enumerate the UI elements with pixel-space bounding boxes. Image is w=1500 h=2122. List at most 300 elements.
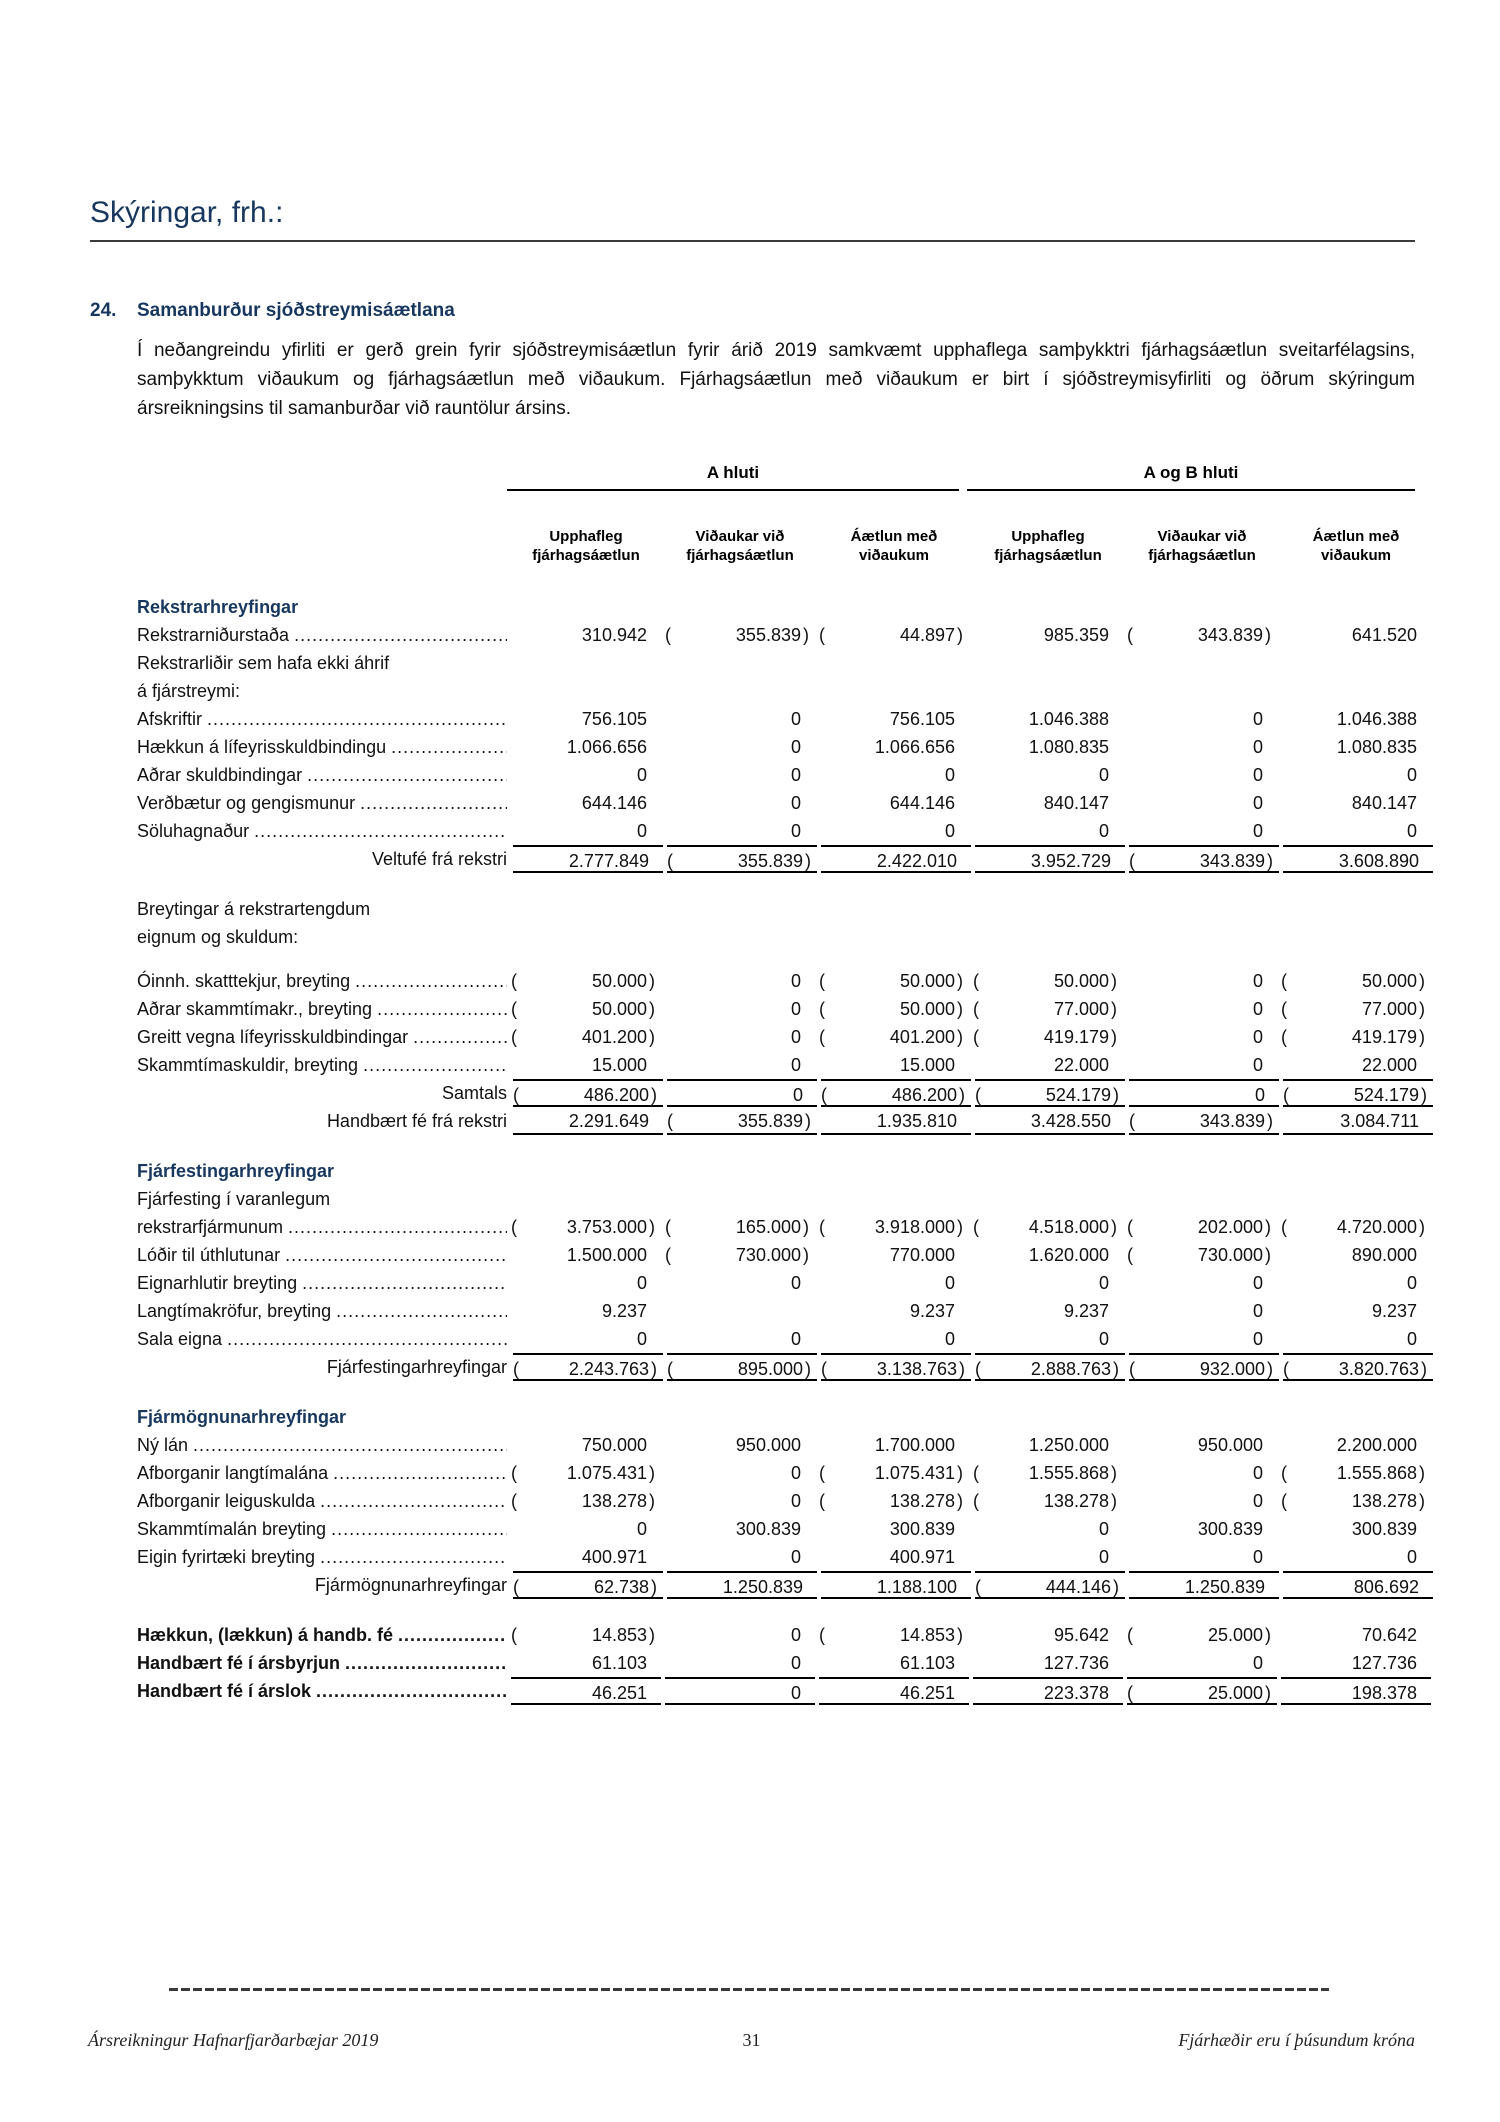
value-cell: ( 2.243.763 )	[513, 1353, 663, 1381]
cashflow-comparison-table	[90, 463, 1427, 1705]
value-cell: 1.066.656	[566, 737, 647, 757]
section-heading	[90, 300, 1415, 322]
value-cell: 0	[1406, 821, 1417, 841]
row-label: Handbært fé frá rekstri	[326, 1111, 507, 1131]
value-cell	[819, 593, 969, 621]
table-row	[90, 1403, 1415, 1431]
value-cell: 0	[1406, 1547, 1417, 1567]
value-cell: 0	[790, 1463, 801, 1483]
value-cell: 0	[790, 1055, 801, 1075]
table-row	[90, 1431, 1415, 1459]
row-spacer	[90, 1599, 1415, 1621]
value-cell: ( 14.853 )	[511, 1625, 655, 1645]
row-label-area	[137, 1269, 507, 1297]
value-cell	[819, 895, 969, 923]
intro-paragraph: Í neðangreindu yfirliti er gerð grein fyrir sjóðstreymisáætlun fyrir árið 2019 samkvæmt upphaflega samþykktri fjárhagsáætlun sveitarfélagsins, samþykktum viðaukum og fjárhagsáætlun með viðaukum. Fjárhagsáætlun með viðaukum er birt í sjóðstreymisyfirliti og öðrum skýringum ársreikningsins til samanburðar við rauntölur ársins.	[137, 340, 1415, 419]
table-row	[90, 1649, 1415, 1677]
value-cell	[511, 649, 661, 677]
table-row	[90, 1079, 1427, 1107]
row-spacer	[90, 951, 1415, 967]
value-cell: ( 419.179 )	[973, 1027, 1117, 1047]
value-cell: 15.000	[899, 1055, 955, 1075]
value-cell: ( 343.839 )	[1129, 845, 1279, 873]
row-label: Fjárfesting í varanlegum	[137, 1189, 331, 1209]
value-cell: 0	[790, 1491, 801, 1511]
value-cell: 0	[790, 1273, 801, 1293]
value-cell: ( 50.000 )	[819, 971, 963, 991]
value-cell	[973, 677, 1123, 705]
value-cell: ( 25.000 )	[1127, 1677, 1277, 1705]
row-label: Hækkun á lífeyrisskuldbindingu	[137, 737, 387, 757]
dot-leader	[302, 1269, 507, 1297]
value-cell: 46.251	[511, 1677, 661, 1705]
value-cell: ( 4.518.000 )	[973, 1217, 1117, 1237]
value-cell: 756.105	[581, 709, 647, 729]
dot-leader	[288, 1213, 507, 1241]
value-cell: 0	[1098, 1519, 1109, 1539]
value-cell	[665, 1297, 815, 1325]
row-label: rekstrarfjármunum	[137, 1217, 284, 1237]
row-label-area	[137, 1213, 507, 1241]
row-label: Breytingar á rekstrartengdum	[137, 899, 371, 919]
value-cell: 0	[1098, 1547, 1109, 1567]
column-header-4: Upphafleg fjárhagsáætlun	[994, 528, 1102, 564]
row-label: Aðrar skuldbindingar	[137, 765, 303, 785]
value-cell	[1281, 1157, 1431, 1185]
row-label: Lóðir til úthlutunar	[137, 1245, 281, 1265]
value-cell: 0	[790, 971, 801, 991]
value-cell: 2.777.849	[513, 845, 663, 873]
value-cell: 0	[636, 765, 647, 785]
dot-leader	[333, 1459, 507, 1487]
value-cell: 840.147	[1043, 793, 1109, 813]
table-row	[90, 649, 1415, 677]
table-row	[90, 845, 1419, 873]
row-label: Hækkun, (lækkun) á handb. fé	[137, 1625, 394, 1645]
table-row	[90, 677, 1415, 705]
row-label-area	[137, 1487, 507, 1515]
value-cell: ( 355.839 )	[665, 625, 809, 645]
value-cell: 0	[790, 1027, 801, 1047]
table-row	[90, 1543, 1415, 1571]
value-cell: 0	[790, 1547, 801, 1567]
value-cell	[1281, 649, 1431, 677]
value-cell: ( 730.000 )	[665, 1245, 809, 1265]
value-cell: 0	[790, 709, 801, 729]
value-cell: 0	[790, 1329, 801, 1349]
value-cell: 9.237	[601, 1301, 647, 1321]
value-cell	[1281, 1185, 1431, 1213]
value-cell: 310.942	[581, 625, 647, 645]
table-row	[90, 733, 1415, 761]
row-label-area	[137, 1157, 507, 1185]
row-label: Greitt vegna lífeyrisskuldbindingar	[137, 1027, 409, 1047]
dot-leader	[320, 1487, 507, 1515]
row-label: á fjárstreymi:	[137, 681, 241, 701]
value-cell: 756.105	[889, 709, 955, 729]
table-row	[90, 761, 1415, 789]
value-cell: 0	[790, 1625, 801, 1645]
dot-leader	[227, 1325, 507, 1353]
value-cell: ( 138.278 )	[973, 1491, 1117, 1511]
value-cell: 0	[1252, 1329, 1263, 1349]
value-cell: 0	[790, 1653, 801, 1673]
value-cell: 0	[790, 999, 801, 1019]
dot-leader	[360, 789, 507, 817]
row-label: Verðbætur og gengismunur	[137, 793, 356, 813]
row-label-area	[137, 1459, 507, 1487]
value-cell: 0	[944, 1273, 955, 1293]
value-cell	[973, 1157, 1123, 1185]
value-cell: 223.378	[973, 1677, 1123, 1705]
dot-leader	[294, 621, 507, 649]
value-cell	[1127, 895, 1277, 923]
value-cell	[511, 895, 661, 923]
row-label: Söluhagnaður	[137, 821, 250, 841]
dot-leader	[336, 1297, 507, 1325]
value-cell	[973, 895, 1123, 923]
dot-leader	[320, 1543, 507, 1571]
footer-page-number: 31	[742, 2030, 761, 2050]
section-number: 24.	[90, 300, 117, 321]
row-label: Handbært fé í ársbyrjun	[137, 1653, 341, 1673]
value-cell: 644.146	[889, 793, 955, 813]
group-header-a-og-b-hluti: A og B hluti	[967, 463, 1415, 491]
row-label: Skammtímalán breyting	[137, 1519, 327, 1539]
row-label-area	[137, 1403, 507, 1431]
row-label-area	[137, 677, 507, 705]
row-spacer	[90, 1135, 1415, 1157]
table-row	[90, 1487, 1425, 1515]
value-cell: 0	[1098, 1273, 1109, 1293]
dot-leader	[285, 1241, 507, 1269]
value-cell: 0	[1252, 1547, 1263, 1567]
value-cell: 0	[1406, 765, 1417, 785]
value-cell: 0	[1252, 793, 1263, 813]
row-label: Eigin fyrirtæki breyting	[137, 1547, 316, 1567]
value-cell: 806.692	[1283, 1571, 1433, 1599]
value-cell	[1281, 895, 1431, 923]
value-cell: ( 44.897 )	[819, 625, 963, 645]
group-header-row	[90, 463, 1415, 491]
footer-report-name: Ársreikningur Hafnarfjarðarbæjar 2019	[88, 2030, 379, 2050]
value-cell: 0	[1252, 1027, 1263, 1047]
dot-leader	[398, 1621, 507, 1649]
value-cell: 840.147	[1351, 793, 1417, 813]
value-cell: 1.066.656	[874, 737, 955, 757]
value-cell: 3.428.550	[975, 1107, 1125, 1135]
value-cell: ( 77.000 )	[1281, 999, 1425, 1019]
row-label: Rekstrarliðir sem hafa ekki áhrif	[137, 653, 390, 673]
value-cell	[511, 1157, 661, 1185]
value-cell: 0	[1129, 1079, 1279, 1107]
dot-leader	[193, 1431, 507, 1459]
row-label-area	[137, 923, 507, 951]
value-cell: 0	[944, 821, 955, 841]
value-cell: 0	[1252, 999, 1263, 1019]
value-cell: 1.700.000	[874, 1435, 955, 1455]
value-cell: 0	[1252, 1055, 1263, 1075]
value-cell: ( 4.720.000 )	[1281, 1217, 1425, 1237]
document-page	[90, 196, 1427, 1705]
value-cell: 0	[636, 821, 647, 841]
table-row	[90, 817, 1415, 845]
value-cell: 641.520	[1351, 625, 1417, 645]
row-label-area	[137, 1515, 507, 1543]
value-cell: 400.971	[581, 1547, 647, 1567]
value-cell: 890.000	[1351, 1245, 1417, 1265]
row-spacer	[90, 873, 1415, 895]
column-headers	[90, 527, 1415, 565]
value-cell: 0	[1252, 1273, 1263, 1293]
value-cell: 300.839	[1197, 1519, 1263, 1539]
row-label-area	[137, 1543, 507, 1571]
row-label-area	[137, 705, 507, 733]
value-cell	[819, 1403, 969, 1431]
value-cell: 0	[790, 765, 801, 785]
row-label: Fjárfestingarhreyfingar	[137, 1161, 335, 1181]
value-cell: 3.608.890	[1283, 845, 1433, 873]
value-cell: 0	[1406, 1329, 1417, 1349]
value-cell: ( 444.146 )	[975, 1571, 1125, 1599]
value-cell	[973, 593, 1123, 621]
value-cell: 0	[636, 1519, 647, 1539]
column-header-3: Áætlun með viðaukum	[850, 528, 938, 564]
value-cell: ( 138.278 )	[1281, 1491, 1425, 1511]
row-label: Ný lán	[137, 1435, 189, 1455]
row-label: Afskriftir	[137, 709, 202, 729]
value-cell	[973, 923, 1123, 951]
row-spacer	[90, 1381, 1415, 1403]
value-cell	[1127, 1157, 1277, 1185]
table-row	[90, 1023, 1425, 1051]
value-cell	[1127, 1185, 1277, 1213]
value-cell: ( 138.278 )	[511, 1491, 655, 1511]
value-cell: 770.000	[889, 1245, 955, 1265]
group-header-a-hluti: A hluti	[507, 463, 959, 491]
value-cell: 1.250.839	[667, 1571, 817, 1599]
table-row	[90, 1621, 1415, 1649]
row-label: Fjármögnunarhreyfingar	[137, 1407, 347, 1427]
value-cell: 1.046.388	[1028, 709, 1109, 729]
row-label-area	[137, 789, 507, 817]
value-cell: 22.000	[1361, 1055, 1417, 1075]
value-cell: 2.200.000	[1336, 1435, 1417, 1455]
value-cell: 1.250.839	[1129, 1571, 1279, 1599]
value-cell: ( 50.000 )	[819, 999, 963, 1019]
row-label-area	[137, 895, 507, 923]
table-row	[90, 1571, 1419, 1599]
value-cell: 300.839	[735, 1519, 801, 1539]
value-cell: 0	[1252, 1653, 1263, 1673]
row-label-area	[137, 1431, 507, 1459]
value-cell: 9.237	[1063, 1301, 1109, 1321]
value-cell: ( 730.000 )	[1127, 1245, 1271, 1265]
value-cell: 22.000	[1053, 1055, 1109, 1075]
table-row	[90, 1185, 1415, 1213]
row-label-area	[137, 1185, 507, 1213]
value-cell: 9.237	[909, 1301, 955, 1321]
column-header-1: Upphafleg fjárhagsáætlun	[532, 528, 640, 564]
table-row	[90, 1297, 1415, 1325]
value-cell: 46.251	[819, 1677, 969, 1705]
value-cell	[665, 1185, 815, 1213]
value-cell: 0	[665, 1677, 815, 1705]
value-cell	[665, 1403, 815, 1431]
row-label-area	[137, 1621, 507, 1649]
table-row	[90, 705, 1415, 733]
value-cell: 0	[636, 1329, 647, 1349]
value-cell: 127.736	[1043, 1653, 1109, 1673]
row-label: Afborganir langtímalána	[137, 1463, 329, 1483]
row-label: Eignarhlutir breyting	[137, 1273, 298, 1293]
table-row	[90, 593, 1415, 621]
footer-units-note: Fjárhæðir eru í þúsundum króna	[1178, 2030, 1415, 2050]
row-label: Fjárfestingarhreyfingar	[326, 1357, 507, 1377]
table-row	[90, 995, 1425, 1023]
value-cell: ( 202.000 )	[1127, 1217, 1271, 1237]
value-cell	[973, 649, 1123, 677]
value-cell: 2.291.649	[513, 1107, 663, 1135]
row-label: Samtals	[441, 1083, 507, 1103]
value-cell: 1.080.835	[1336, 737, 1417, 757]
value-cell: 2.422.010	[821, 845, 971, 873]
value-cell: 3.952.729	[975, 845, 1125, 873]
value-cell: 95.642	[1053, 1625, 1109, 1645]
table-row	[90, 967, 1425, 995]
dot-leader	[391, 733, 507, 761]
row-label-area	[137, 1107, 509, 1135]
row-label-area	[137, 1023, 507, 1051]
value-cell: 950.000	[1197, 1435, 1263, 1455]
value-cell	[665, 895, 815, 923]
dot-leader	[207, 705, 507, 733]
row-label-area	[137, 593, 507, 621]
row-label-area	[137, 995, 507, 1023]
value-cell	[665, 923, 815, 951]
value-cell: 0	[790, 821, 801, 841]
column-header-2: Viðaukar við fjárhagsáætlun	[686, 528, 794, 564]
value-cell: ( 138.278 )	[819, 1491, 963, 1511]
value-cell: 3.084.711	[1283, 1107, 1433, 1135]
value-cell: 0	[944, 765, 955, 785]
value-cell	[1127, 677, 1277, 705]
value-cell: 0	[1098, 821, 1109, 841]
value-cell: ( 524.179 )	[1283, 1079, 1433, 1107]
table-row	[90, 1157, 1415, 1185]
value-cell: 1.250.000	[1028, 1435, 1109, 1455]
value-cell: 9.237	[1371, 1301, 1417, 1321]
value-cell: 1.620.000	[1028, 1245, 1109, 1265]
value-cell: ( 2.888.763 )	[975, 1353, 1125, 1381]
row-label-area	[137, 1677, 507, 1705]
table-row	[90, 1459, 1425, 1487]
dot-leader	[377, 995, 507, 1023]
value-cell: 70.642	[1361, 1625, 1417, 1645]
value-cell: ( 1.555.868 )	[973, 1463, 1117, 1483]
table-row	[90, 1107, 1419, 1135]
value-cell: ( 50.000 )	[511, 971, 655, 991]
row-label-area	[137, 621, 507, 649]
value-cell: ( 165.000 )	[665, 1217, 809, 1237]
value-cell	[973, 1185, 1123, 1213]
dot-leader	[254, 817, 507, 845]
value-cell	[511, 1185, 661, 1213]
value-cell: 644.146	[581, 793, 647, 813]
dot-leader	[413, 1023, 507, 1051]
value-cell: ( 343.839 )	[1127, 625, 1271, 645]
value-cell: ( 486.200 )	[821, 1079, 971, 1107]
row-label-area	[137, 1649, 507, 1677]
row-label: Rekstrarhreyfingar	[137, 597, 299, 617]
row-label: Afborganir leiguskulda	[137, 1491, 316, 1511]
value-cell: 61.103	[899, 1653, 955, 1673]
table-row	[90, 1325, 1415, 1353]
value-cell: ( 3.820.763 )	[1283, 1353, 1433, 1381]
value-cell: ( 401.200 )	[819, 1027, 963, 1047]
value-cell: 0	[1252, 737, 1263, 757]
value-cell: 0	[1252, 765, 1263, 785]
table-rows	[90, 593, 1427, 1705]
value-cell	[665, 593, 815, 621]
value-cell: ( 895.000 )	[667, 1353, 817, 1381]
row-label: Aðrar skammtímakr., breyting	[137, 999, 373, 1019]
value-cell: ( 62.738 )	[513, 1571, 663, 1599]
dot-leader	[345, 1649, 507, 1677]
table-row	[90, 1515, 1415, 1543]
value-cell: 15.000	[591, 1055, 647, 1075]
row-label: Rekstrarniðurstaða	[137, 625, 290, 645]
value-cell: ( 932.000 )	[1129, 1353, 1279, 1381]
value-cell: ( 25.000 )	[1127, 1625, 1271, 1645]
value-cell	[511, 593, 661, 621]
value-cell: ( 77.000 )	[973, 999, 1117, 1019]
table-row	[90, 1241, 1415, 1269]
value-cell: 0	[1098, 765, 1109, 785]
value-cell: ( 524.179 )	[975, 1079, 1125, 1107]
dot-leader	[363, 1051, 507, 1079]
value-cell	[819, 677, 969, 705]
value-cell	[665, 649, 815, 677]
row-label-area	[137, 1325, 507, 1353]
value-cell: ( 1.075.431 )	[819, 1463, 963, 1483]
table-row	[90, 1051, 1415, 1079]
value-cell: ( 1.555.868 )	[1281, 1463, 1425, 1483]
row-label-area	[137, 1241, 507, 1269]
value-cell: ( 343.839 )	[1129, 1107, 1279, 1135]
value-cell	[819, 923, 969, 951]
section-title: Samanburður sjóðstreymisáætlana	[137, 300, 455, 321]
value-cell: ( 486.200 )	[513, 1079, 663, 1107]
page-footer	[88, 2030, 1415, 2051]
value-cell	[819, 1185, 969, 1213]
value-cell	[1127, 1403, 1277, 1431]
value-cell	[511, 1403, 661, 1431]
value-cell: 0	[1252, 1463, 1263, 1483]
value-cell: 198.378	[1281, 1677, 1431, 1705]
table-row	[90, 923, 1415, 951]
table-row	[90, 621, 1415, 649]
row-label-area	[137, 1051, 507, 1079]
value-cell: ( 14.853 )	[819, 1625, 963, 1645]
page-title: Skýringar, frh.:	[90, 196, 1415, 242]
value-cell: 0	[790, 793, 801, 813]
value-cell: 300.839	[889, 1519, 955, 1539]
value-cell: 0	[1252, 709, 1263, 729]
row-label-area	[137, 649, 507, 677]
value-cell: 0	[1252, 821, 1263, 841]
value-cell	[511, 677, 661, 705]
